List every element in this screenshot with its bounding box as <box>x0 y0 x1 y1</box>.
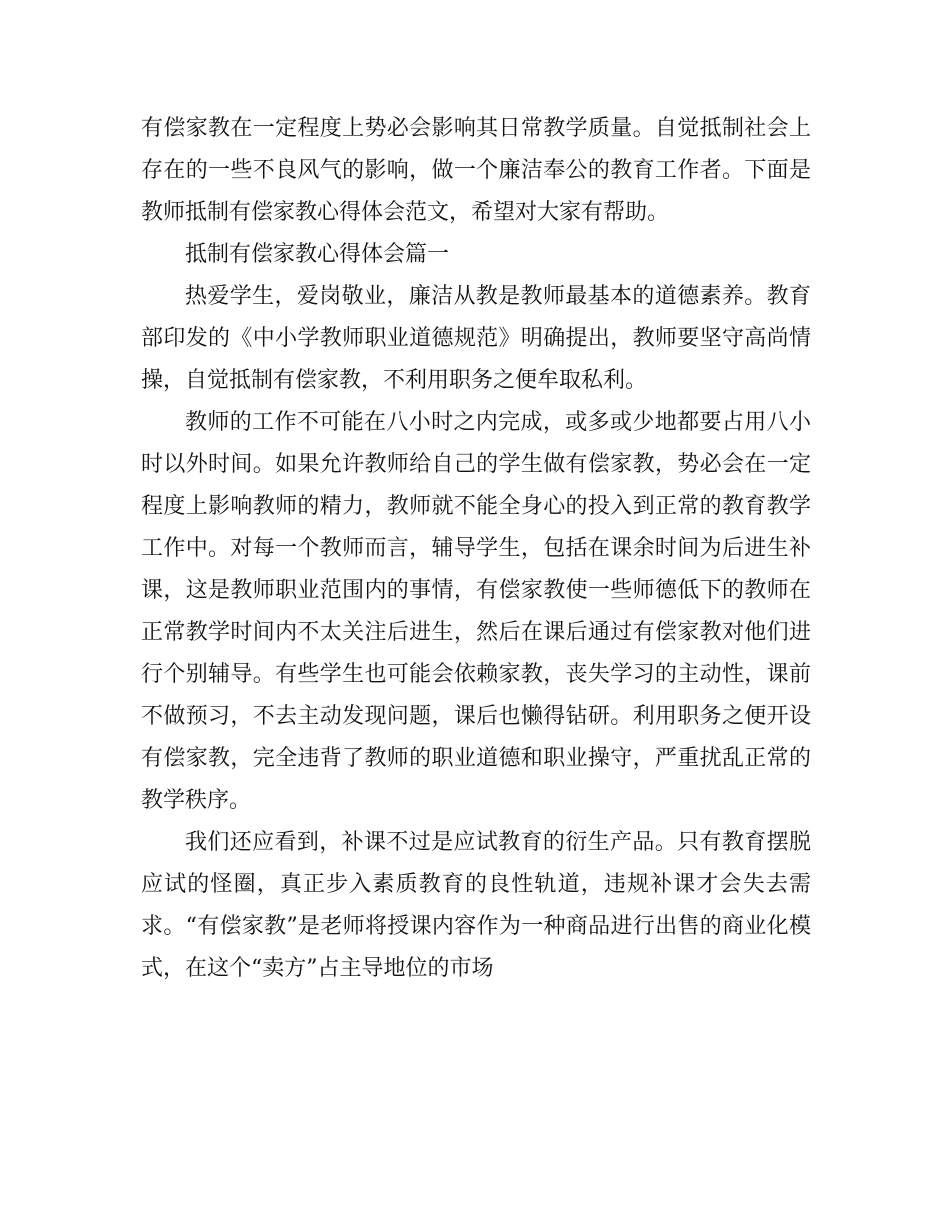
document-page <box>141 108 811 990</box>
body-paragraph-3: 我们还应看到，补课不过是应试教育的衍生产品。只有教育摆脱应试的怪圈，真正步入素质教育的良性轨道，违规补课才会失去需求。“有偿家教”是老师将授课内容作为一种商品进行出售的商业化模式，在这个“卖方”占主导地位的市场 <box>141 830 811 981</box>
section-heading: 抵制有偿家教心得体会篇一 <box>185 242 450 267</box>
body-paragraph-1: 热爱学生，爱岗敬业，廉洁从教是教师最基本的道德素养。教育部印发的《中小学教师职业道德规范》明确提出，教师要坚守高尚情操，自觉抵制有偿家教，不利用职务之便牟取私利。 <box>141 284 811 393</box>
body-paragraph-2: 教师的工作不可能在八小时之内完成，或多或少地都要占用八小时以外时间。如果允许教师给自己的学生做有偿家教，势必会在一定程度上影响教师的精力，教师就不能全身心的投入到正常的教育教学工作中。对每一个教师而言，辅导学生，包括在课余时间为后进生补课，这是教师职业范围内的事情，有偿家教使一些师德低下的教师在正常教学时间内不太关注后进生，然后在课后通过有偿家教对他们进行个别辅导。有些学生也可能会依赖家教，丧失学习的主动性，课前不做预习，不去主动发现问题，课后也懒得钻研。利用职务之便开设有偿家教，完全违背了教师的职业道德和职业操守，严重扰乱正常的教学秩序。 <box>141 410 811 813</box>
intro-paragraph: 有偿家教在一定程度上势必会影响其日常教学质量。自觉抵制社会上存在的一些不良风气的影响，做一个廉洁奉公的教育工作者。下面是教师抵制有偿家教心得体会范文，希望对大家有帮助。 <box>141 116 811 225</box>
